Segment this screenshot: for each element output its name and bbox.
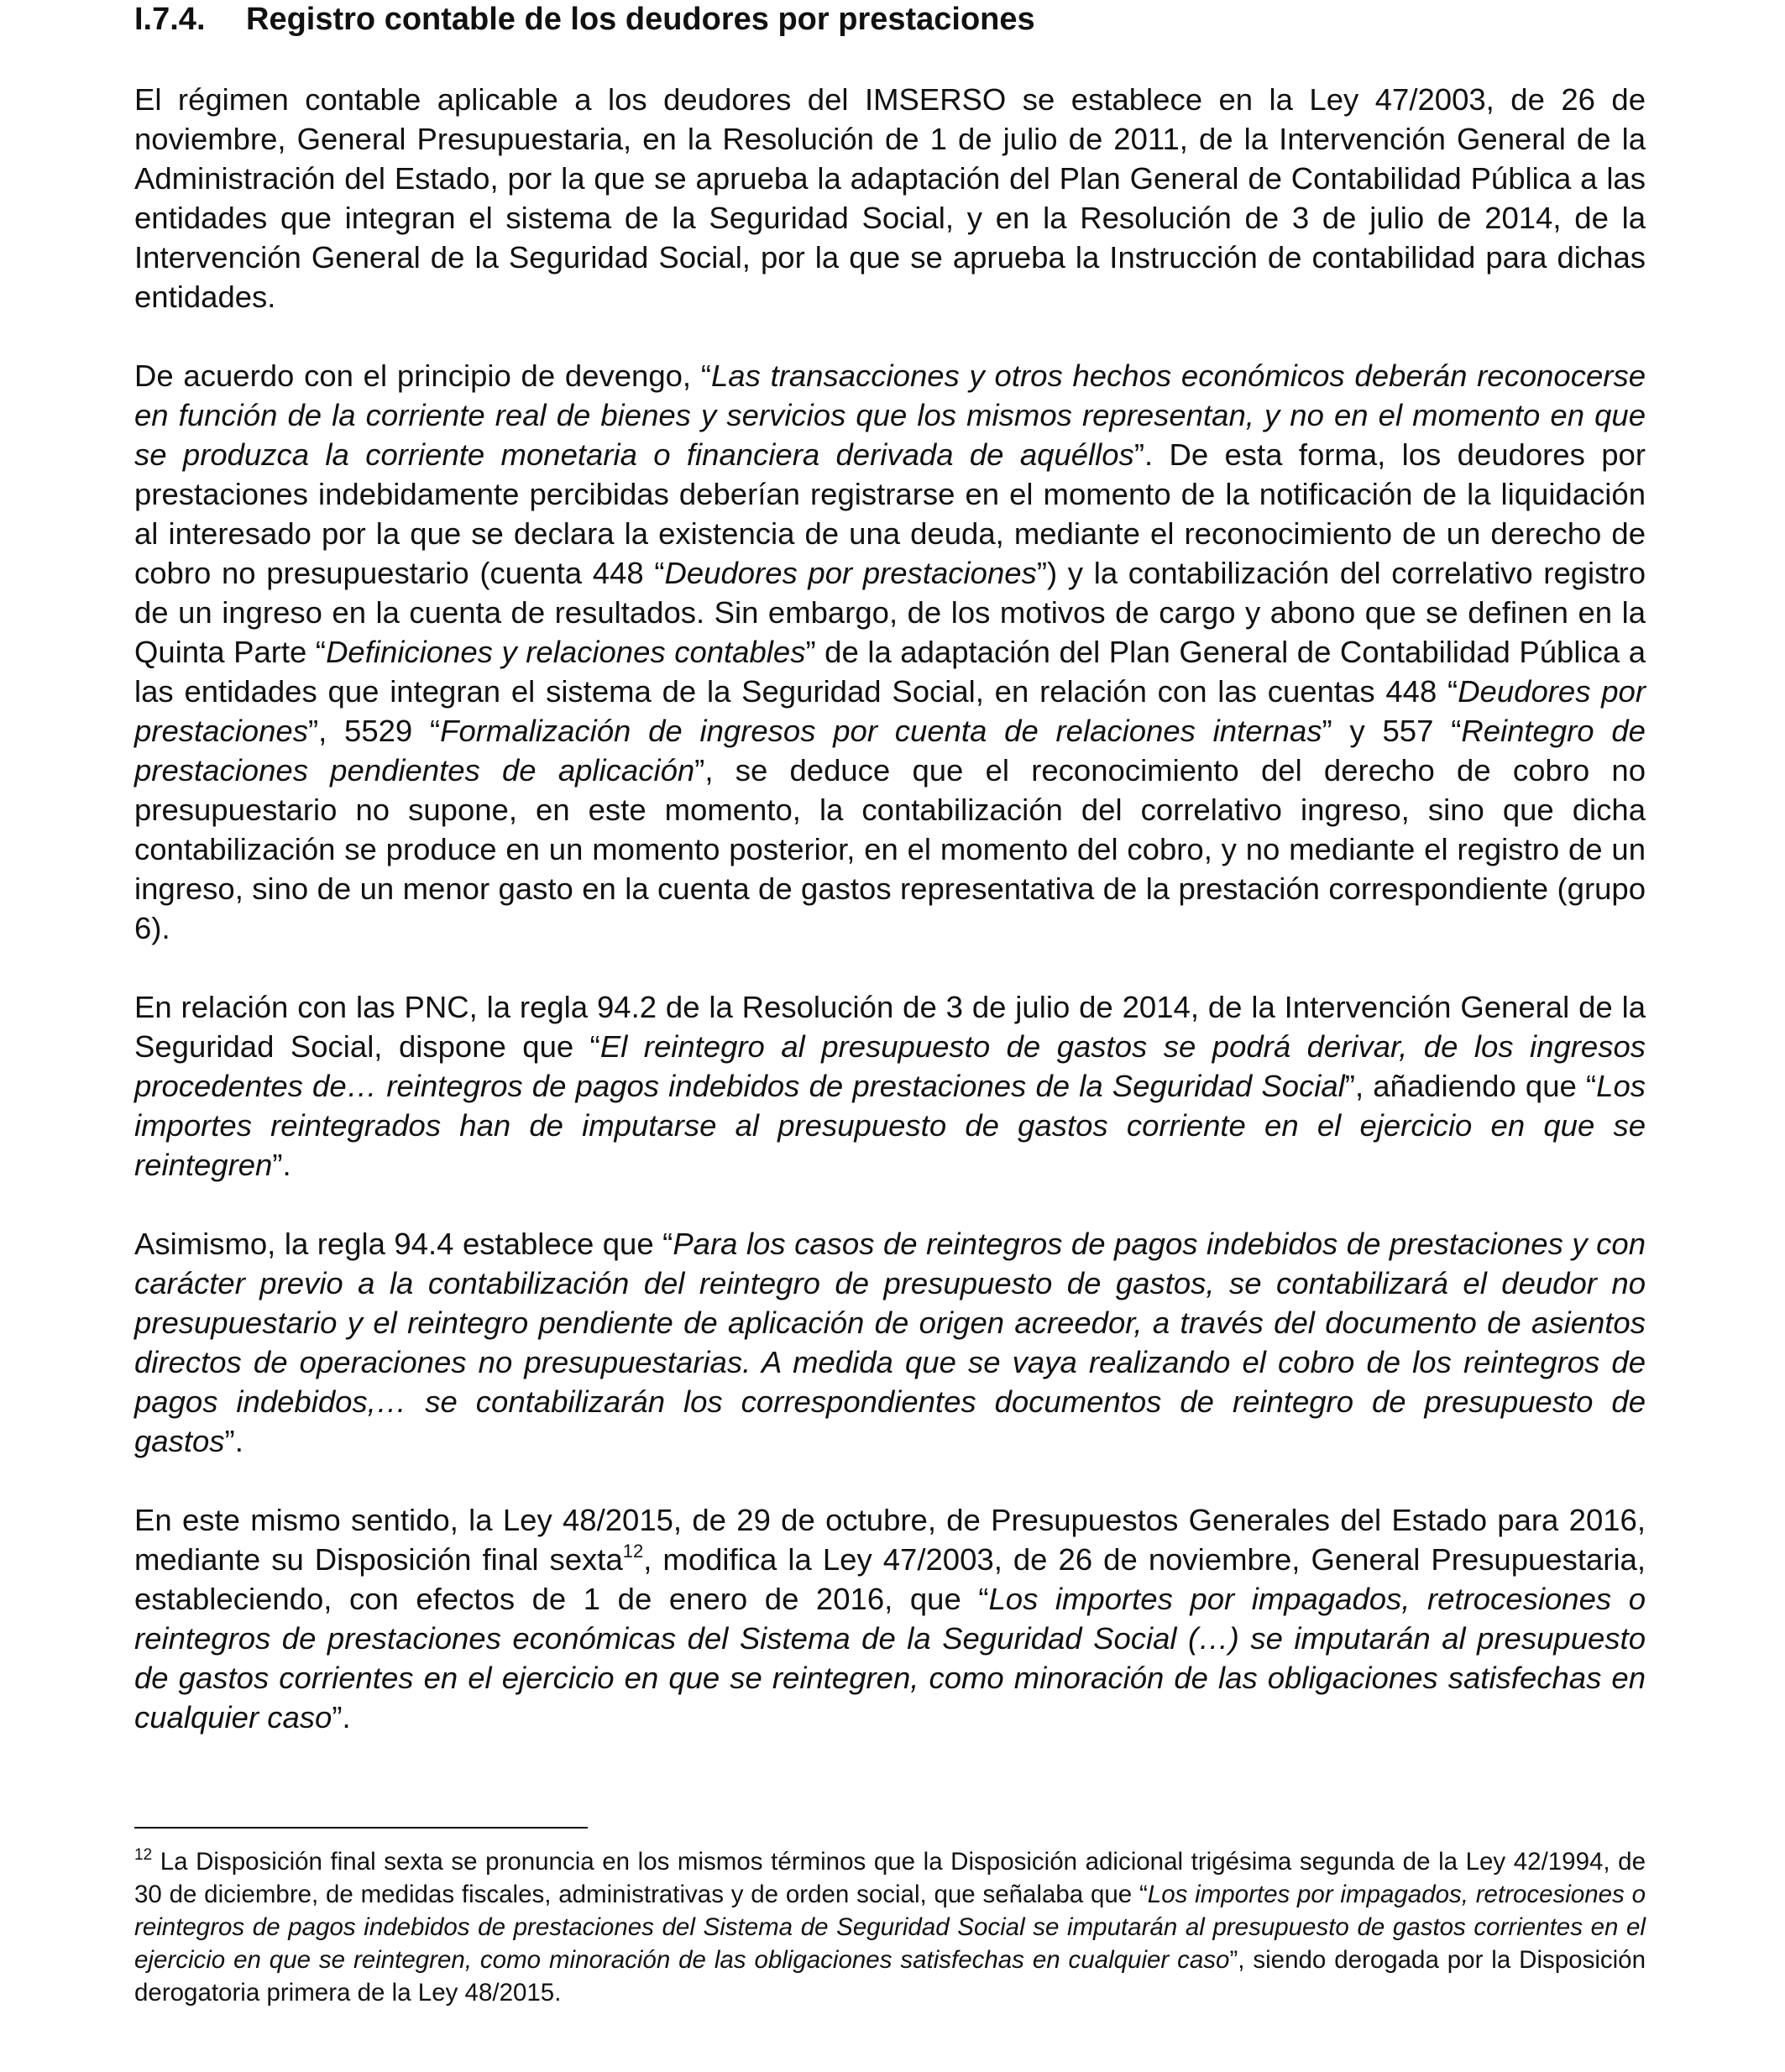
paragraph-5-text: En este mismo sentido, la Ley 48/2015, de 29 de octubre, de Presupuestos Generales del Estado para 2016, mediante su Disposición final sexta: [134, 1503, 1646, 1577]
paragraph-2-text: ”, 5529 “: [307, 714, 441, 748]
paragraph-3-text: ”, añadiendo que “: [1344, 1069, 1597, 1103]
paragraph-1: El régimen contable aplicable a los deudores del IMSERSO se establece en la Ley 47/2003, de 26 de noviembre, General Presupuestaria, en la Resolución de 1 de julio de 2011, de la Intervención General de la Administración del Estado, por la que se aprueba la adaptación del Plan General de Contabilidad Pública a las entidades que integran el sistema de la Seguridad Social, y en la Resolución de 3 de julio de 2014, de la Intervención General de la Seguridad Social, por la que se aprueba la Instrucción de contabilidad para dichas entidades.: [134, 82, 1646, 314]
paragraph-5-text: ”.: [332, 1700, 351, 1735]
footnote-marker: 12: [134, 1846, 153, 1864]
paragraph-2-text: ”. De esta forma, los deudores por prestaciones indebidamente percibidas deberían registrarse en el momento de la notificación de la liquidación al interesado por la que se declara la existencia de una deuda, mediante el reconocimiento de un derecho de cobro no presupuestario (cuenta 448 “: [134, 437, 1646, 590]
paragraph-3-quote: El reintegro al presupuesto de gastos se podrá derivar, de los ingresos procedentes de… reintegros de pagos indebidos de prestaciones de la Seguridad Social: [134, 1029, 1646, 1103]
paragraph-2-text: ”) y la contabilización del correlativo registro de un ingreso en la cuenta de resultados. Sin embargo, de los motivos de cargo y abono que se definen en la Quinta Parte “: [134, 556, 1646, 669]
paragraph-3-quote: Los importes reintegrados han de imputarse al presupuesto de gastos corriente en el ejercicio en que se reintegren: [134, 1069, 1646, 1182]
paragraph-5-quote: Los importes por impagados, retrocesiones o reintegros de prestaciones económicas del Sistema de la Seguridad Social (…) se imputarán al presupuesto de gastos corrientes en el ejercicio en que se reintegren, como minoración de las obligaciones satisfechas en cualquier caso: [134, 1582, 1646, 1735]
paragraph-4-quote: Para los casos de reintegros de pagos indebidos de prestaciones y con carácter previo a la contabilización del reintegro de presupuesto de gastos, se contabilizará el deudor no presupuestario y el reintegro pendiente de aplicación de origen acreedor, a través del documento de asientos directos de operaciones no presupuestarias. A medida que se vaya realizando el cobro de los reintegros de pagos indebidos,… se contabilizarán los correspondientes documentos de reintegro de presupuesto de gastos: [134, 1227, 1646, 1458]
section-heading: [134, 0, 1646, 39]
section-title: Registro contable de los deudores por prestaciones: [246, 2, 1035, 37]
footnote-text: La Disposición final sexta se pronuncia en los mismos términos que la Disposición adicional trigésima segunda de la Ley 42/1994, de 30 de diciembre, de medidas fiscales, administrativas y de orden social, que señalaba que “: [134, 1848, 1646, 1908]
footnote-reference[interactable]: 12: [622, 1541, 644, 1562]
paragraph-3-text: ”.: [272, 1148, 291, 1182]
paragraph-2: [134, 356, 1646, 948]
paragraph-4-text: ”.: [224, 1424, 243, 1458]
paragraph-2-quote: Reintegro de prestaciones pendientes de aplicación: [134, 714, 1646, 787]
paragraph-2-text: De acuerdo con el principio de devengo, “: [134, 358, 711, 393]
paragraph-4-text: Asimismo, la regla 94.4 establece que “: [134, 1227, 673, 1261]
paragraph-3: [134, 987, 1646, 1185]
paragraph-2-text: ”, se deduce que el reconocimiento del derecho de cobro no presupuestario no supone, en este momento, la contabilización del correlativo ingreso, sino que dicha contabilización se produce en un momento posterior, en el momento del cobro, y no mediante el registro de un ingreso, sino de un menor gasto en la cuenta de gastos representativa de la prestación correspondiente (grupo 6).: [134, 753, 1646, 945]
paragraph-2-quote: Deudores por prestaciones: [134, 674, 1646, 748]
footnote: [134, 1845, 1646, 2009]
paragraph-2-text: ” de la adaptación del Plan General de Contabilidad Pública a las entidades que integran el sistema de la Seguridad Social, en relación con las cuentas 448 “: [134, 635, 1646, 709]
document-page: [134, 0, 1646, 1737]
footnote-quote: Los importes por impagados, retrocesiones o reintegros de pagos indebidos de prestaciones del Sistema de Seguridad Social se imputarán al presupuesto de gastos corrientes en el ejercicio en que se reintegren, como minoración de las obligaciones satisfechas en cualquier caso: [134, 1881, 1646, 1974]
paragraph-2-quote: Deudores por prestaciones: [664, 556, 1037, 590]
paragraph-2-quote: Las transacciones y otros hechos económicos deberán reconocerse en función de la corriente real de bienes y servicios que los mismos representan, y no en el momento en que se produzca la corriente monetaria o financiera derivada de aquéllos: [134, 358, 1646, 472]
paragraph-2-quote: Definiciones y relaciones contables: [326, 635, 806, 669]
footnote-text: ”, siendo derogada por la Disposición derogatoria primera de la Ley 48/2015.: [134, 1946, 1646, 2007]
paragraph-2-text: ” y 557 “: [1322, 714, 1462, 748]
section-number: I.7.4.: [134, 2, 206, 37]
paragraph-5-text: , modifica la Ley 47/2003, de 26 de noviembre, General Presupuestaria, estableciendo, con efectos de 1 de enero de 2016, que “: [134, 1542, 1646, 1616]
paragraph-2-quote: Formalización de ingresos por cuenta de relaciones internas: [440, 714, 1322, 748]
paragraph-3-text: En relación con las PNC, la regla 94.2 de la Resolución de 3 de julio de 2014, de la Intervención General de la Seguridad Social, dispone que “: [134, 990, 1646, 1064]
footnote-separator: [134, 1827, 588, 1829]
paragraph-5: [134, 1500, 1646, 1737]
paragraph-4: [134, 1224, 1646, 1461]
